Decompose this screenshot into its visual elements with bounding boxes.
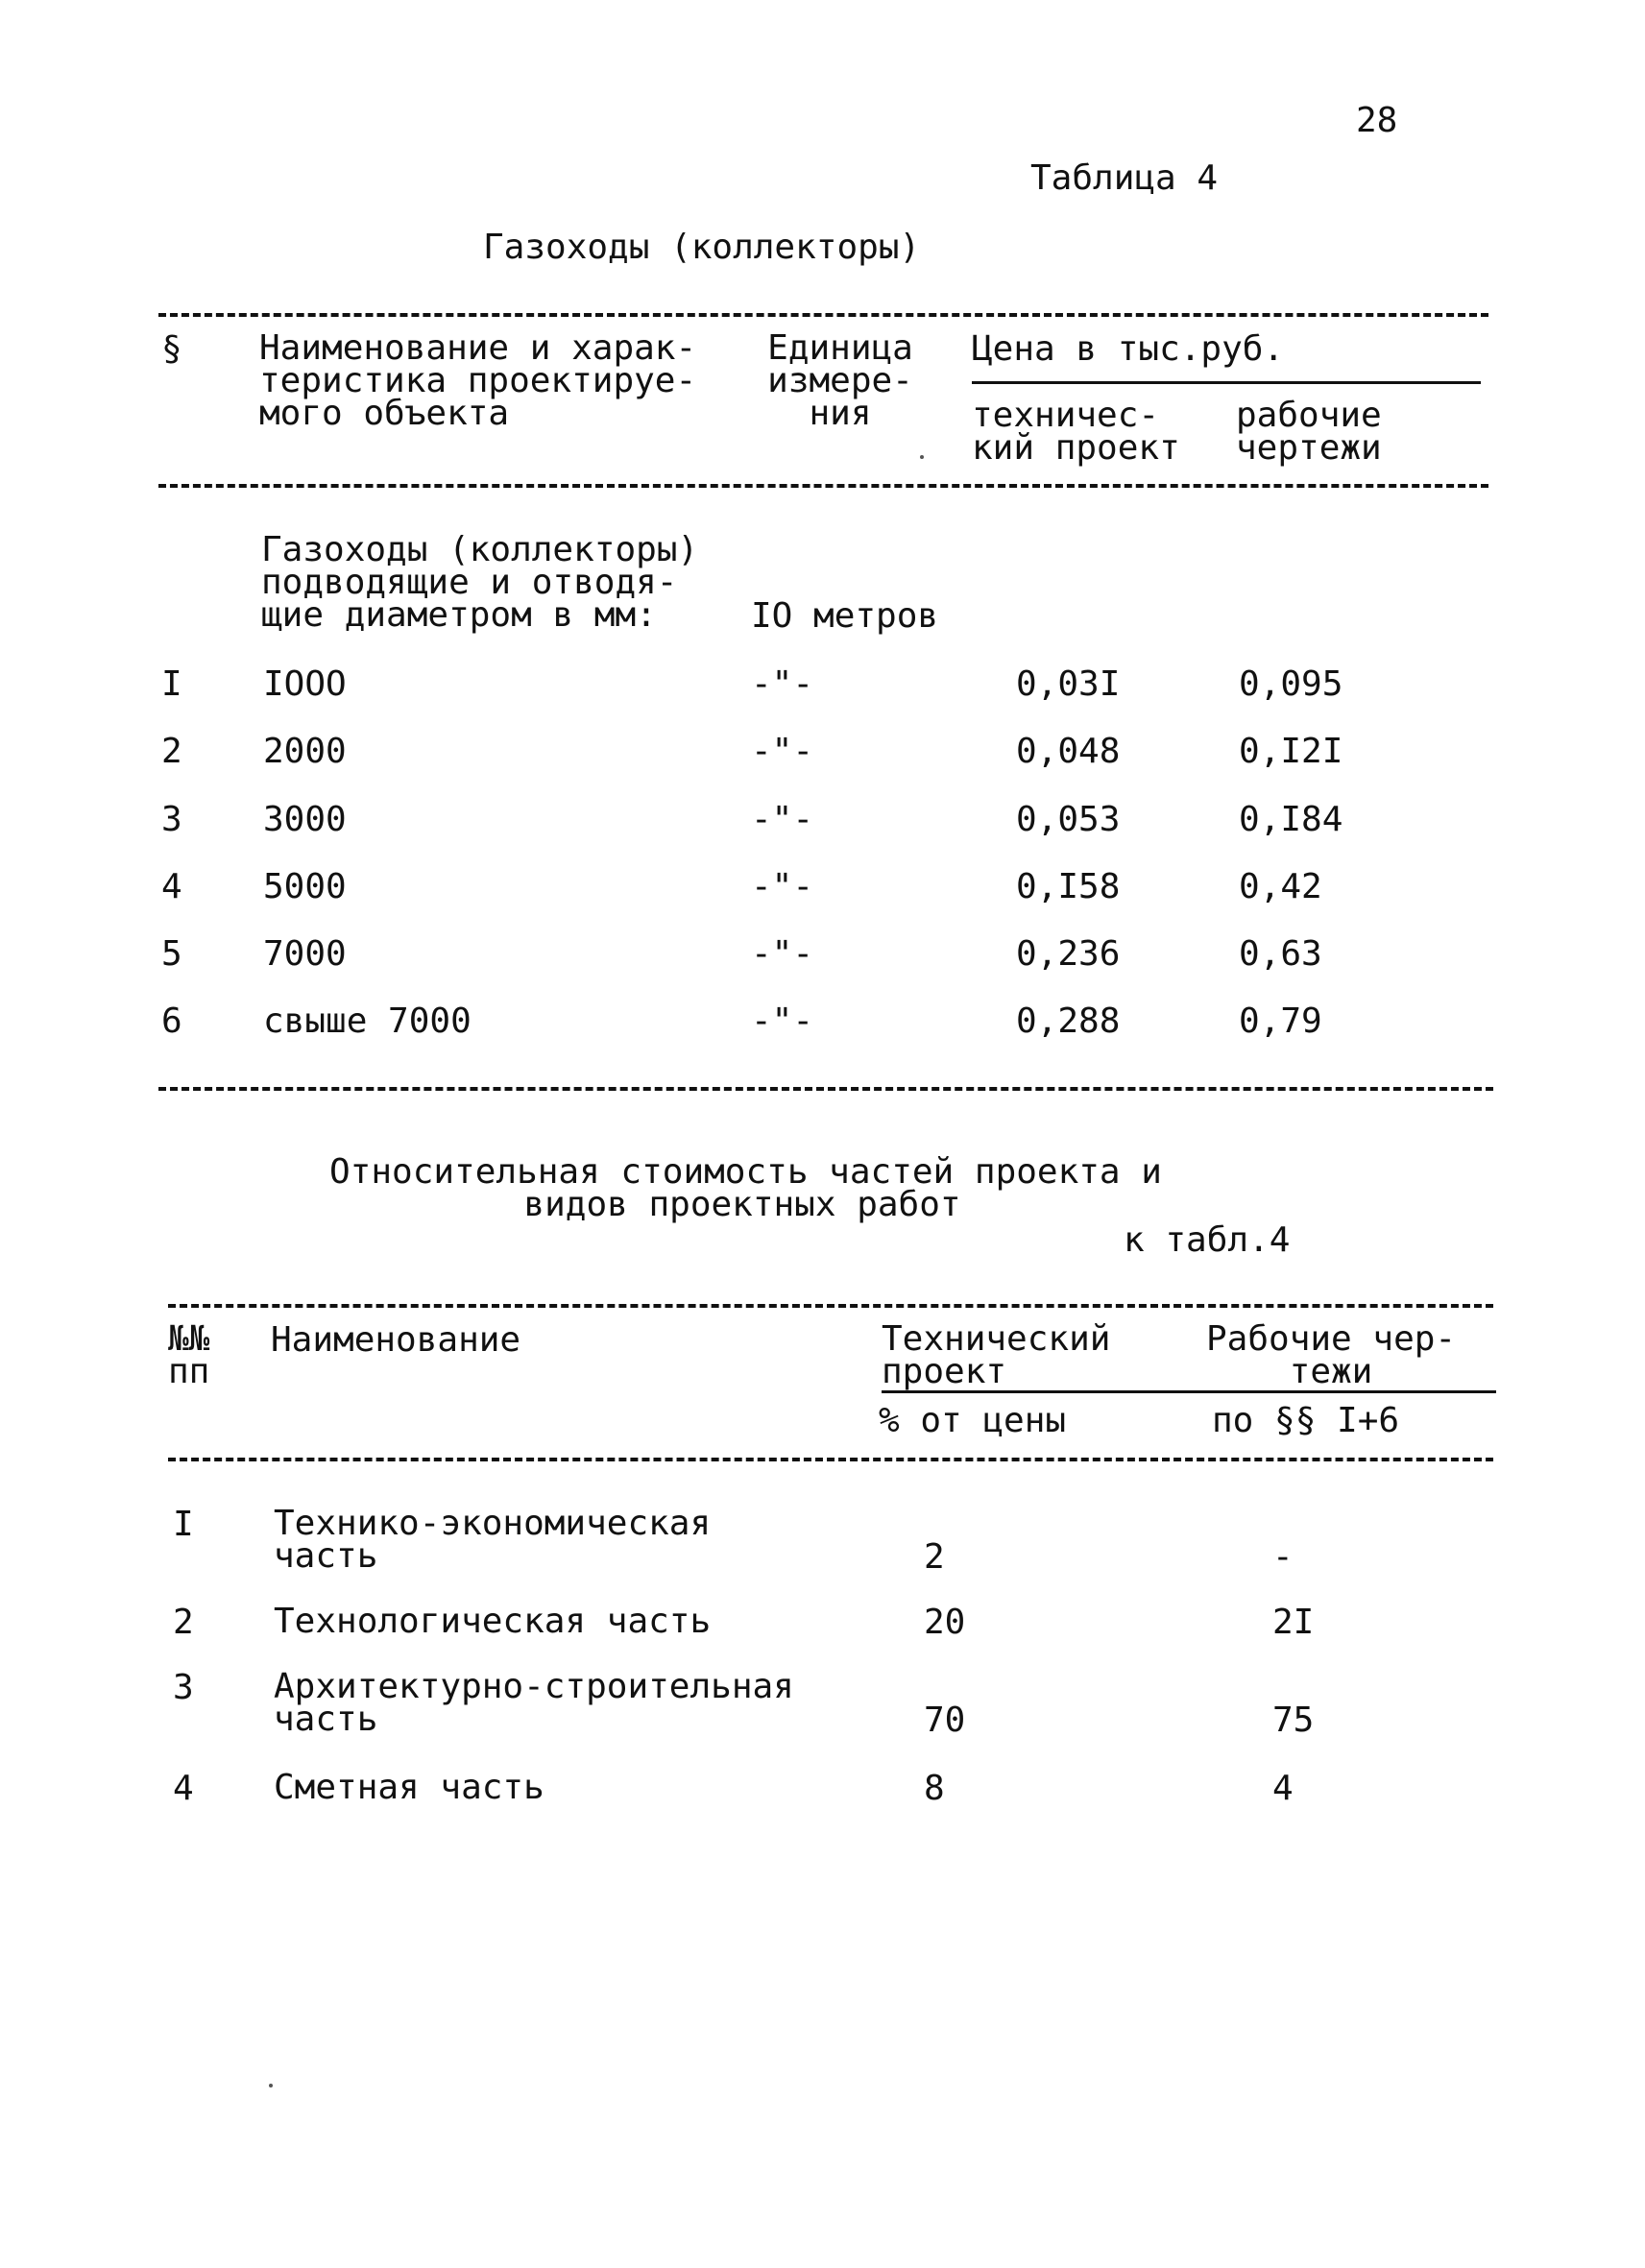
row-tech-percent: 2 (924, 1537, 945, 1577)
relative-top-rule (168, 1304, 1493, 1308)
row-tech-price: 0,048 (1016, 732, 1121, 771)
price-underline (972, 381, 1481, 384)
row-unit: -"- (751, 732, 814, 771)
row-name: Технологическая часть (274, 1602, 712, 1641)
row-work-price: 0,79 (1239, 1001, 1322, 1041)
row-tech-price: 0,053 (1016, 800, 1121, 839)
row-unit: -"- (751, 1001, 814, 1041)
subheader-percent-of-price: % от цены (879, 1401, 1067, 1440)
row-work-price: 0,I2I (1239, 732, 1343, 771)
header-section-sign: § (161, 329, 182, 369)
header-price: Цена в тыс.руб. (972, 329, 1285, 369)
header-object-name: Наименование и харак- теристика проектируе- мого объекта (259, 328, 697, 433)
row-num: 4 (161, 867, 182, 906)
table-label: Таблица 4 (1030, 158, 1219, 198)
row-work-price: 0,63 (1239, 934, 1322, 974)
header-item-number: №№ пп (168, 1319, 210, 1391)
row-num: 2 (161, 732, 182, 771)
header-bottom-rule (158, 484, 1488, 488)
row-num: 5 (161, 934, 182, 974)
row-num: I (173, 1505, 194, 1544)
row-tech-price: 0,236 (1016, 934, 1121, 974)
header-working-drawings: рабочие чертежи (1236, 396, 1382, 468)
subheader-section-range: по §§ I+6 (1212, 1401, 1400, 1440)
row-num: 3 (173, 1668, 194, 1707)
row-tech-price: 0,288 (1016, 1001, 1121, 1041)
row-tech-price: 0,I58 (1016, 867, 1121, 906)
scan-speck (269, 2084, 273, 2087)
row-num: 3 (161, 800, 182, 839)
row-unit: -"- (751, 800, 814, 839)
scan-speck (920, 455, 924, 459)
row-work-percent: 75 (1272, 1701, 1315, 1740)
relative-cost-title: Относительная стоимость частей проекта и видов проектных работ (329, 1152, 1162, 1224)
row-num: 4 (173, 1769, 194, 1808)
row-name: Сметная часть (274, 1768, 544, 1807)
row-work-percent: - (1272, 1537, 1294, 1577)
row-work-price: 0,42 (1239, 867, 1322, 906)
row-tech-percent: 70 (924, 1701, 966, 1740)
relative-header-bottom-rule (168, 1458, 1493, 1461)
page-number: 28 (1356, 101, 1398, 140)
row-diameter: 7000 (263, 934, 347, 974)
header-tech-project: техничес- кий проект (972, 396, 1180, 468)
row-name: Технико-экономическая часть (274, 1504, 712, 1576)
row-tech-percent: 20 (924, 1603, 966, 1642)
row-tech-price: 0,03I (1016, 664, 1121, 704)
row-diameter: IOOO (263, 664, 347, 704)
table-reference: к табл.4 (1124, 1220, 1291, 1260)
row-num: 6 (161, 1001, 182, 1041)
row-work-percent: 4 (1272, 1769, 1294, 1808)
row-unit: -"- (751, 934, 814, 974)
table-bottom-rule (158, 1087, 1493, 1091)
group-unit: IO метров (751, 596, 939, 636)
group-label: Газоходы (коллекторы) подводящие и отводя- щие диаметром в мм: (261, 530, 699, 635)
row-tech-percent: 8 (924, 1769, 945, 1808)
table-title: Газоходы (коллекторы) (483, 228, 921, 267)
row-work-percent: 2I (1272, 1603, 1315, 1642)
header-tech-project: Технический проект (882, 1319, 1111, 1391)
header-unit: Единица измере- ния (767, 328, 913, 433)
row-work-price: 0,095 (1239, 664, 1343, 704)
row-diameter: 2000 (263, 732, 347, 771)
row-unit: -"- (751, 664, 814, 704)
row-work-price: 0,I84 (1239, 800, 1343, 839)
row-diameter: свыше 7000 (263, 1001, 472, 1041)
row-name: Архитектурно-строительная часть (274, 1667, 794, 1739)
row-diameter: 3000 (263, 800, 347, 839)
header-underline (882, 1390, 1496, 1393)
table-top-rule (158, 313, 1488, 317)
row-num: 2 (173, 1603, 194, 1642)
row-diameter: 5000 (263, 867, 347, 906)
row-num: I (161, 664, 182, 704)
header-working-drawings: Рабочие чер- тежи (1206, 1319, 1457, 1391)
header-name: Наименование (271, 1320, 521, 1360)
row-unit: -"- (751, 867, 814, 906)
